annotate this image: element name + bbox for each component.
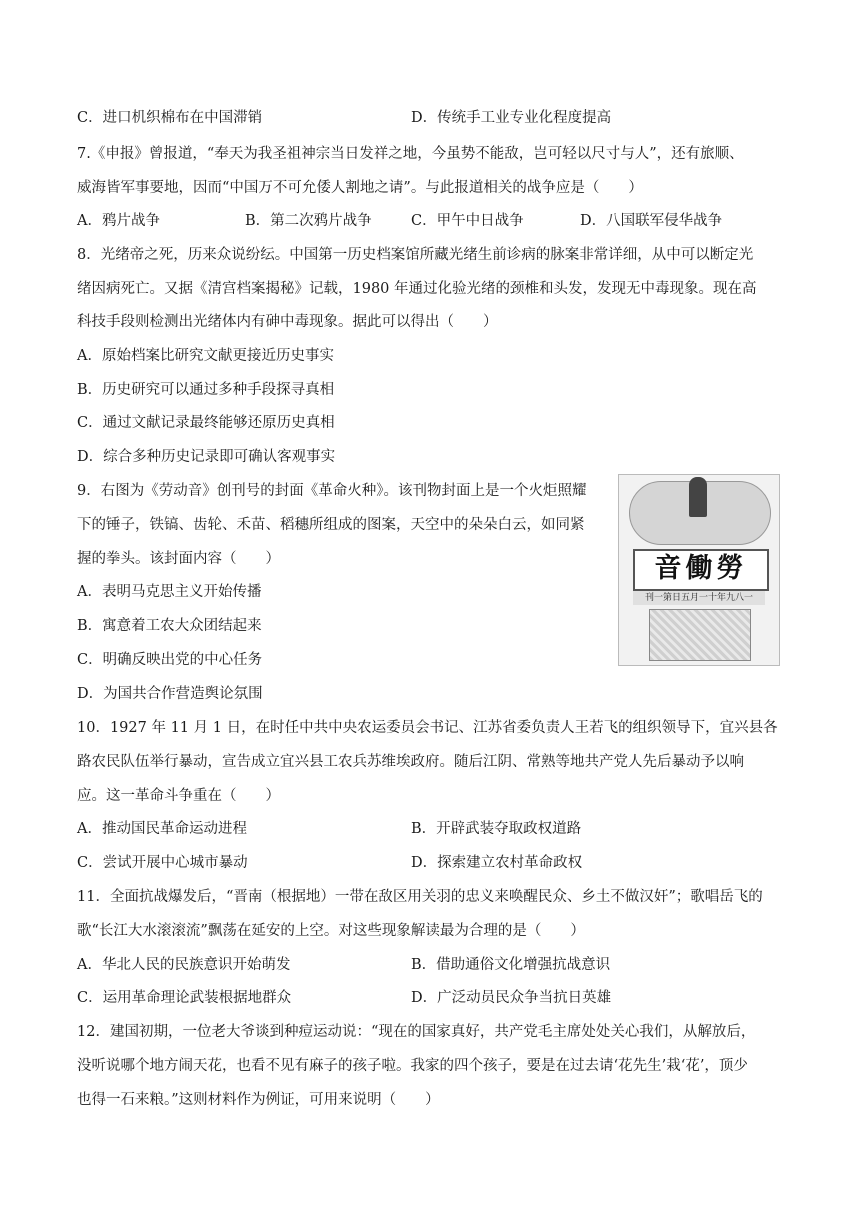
q9-option-a: A．表明马克思主义开始传播 xyxy=(77,584,262,600)
q11-stem-line1: 11．全面抗战爆发后，“晋南（根据地）一带在敌区用关羽的忠义来唤醒民众、乡土不做汉奸”；歌唱岳飞的 xyxy=(77,889,763,905)
q8-stem-line2: 绪因病死亡。又据《清宫档案揭秘》记载，1980 年通过化验光绪的颈椎和头发，发现无中毒现象。现在高 xyxy=(77,281,757,297)
q10-stem-line2: 路农民队伍举行暴动，宣告成立宜兴县工农兵苏维埃政府。随后江阴、常熟等地共产党人先后暴动予以响 xyxy=(77,754,744,770)
torch-icon xyxy=(689,477,707,517)
q7-stem-line2: 威海皆军事要地，因而“中国万不可允倭人割地之请”。与此报道相关的战争应是（ ） xyxy=(77,180,643,196)
q9-stem-line3: 握的拳头。该封面内容（ ） xyxy=(77,551,280,567)
q12-stem-line2: 没听说哪个地方闹天花，也看不见有麻子的孩子啦。我家的四个孩子，要是在过去请‘花先生’栽‘花’，顶少 xyxy=(77,1058,748,1074)
q12-stem-line1: 12．建国初期，一位老大爷谈到种痘运动说：“现在的国家真好，共产党毛主席处处关心我们，从解放后， xyxy=(77,1024,756,1040)
q6-option-d: D．传统手工业专业化程度提高 xyxy=(411,110,612,126)
magazine-cover-image xyxy=(618,474,780,666)
q11-option-b: B．借助通俗文化增强抗战意识 xyxy=(411,957,611,973)
cover-date: 刊一第日五月一十年九八一 xyxy=(633,591,765,605)
q8-option-b: B．历史研究可以通过多种手段探寻真相 xyxy=(77,382,335,398)
q8-stem-line1: 8．光绪帝之死，历来众说纷纭。中国第一历史档案馆所藏光绪生前诊病的脉案非常详细，从中可以断定光 xyxy=(77,247,754,263)
q9-option-d: D．为国共合作营造舆论氛围 xyxy=(77,686,263,702)
q8-stem-line3: 科技手段则检测出光绪体内有砷中毒现象。据此可以得出（ ） xyxy=(77,314,498,330)
q9-option-c: C．明确反映出党的中心任务 xyxy=(77,652,263,668)
q10-option-d: D．探索建立农村革命政权 xyxy=(411,855,583,871)
q10-option-c: C．尝试开展中心城市暴动 xyxy=(77,855,248,871)
q10-stem-line3: 应。这一革命斗争重在（ ） xyxy=(77,788,280,804)
q8-option-a: A．原始档案比研究文献更接近历史事实 xyxy=(77,348,334,364)
q7-option-b: B．第二次鸦片战争 xyxy=(245,213,372,229)
q9-stem-line2: 下的锤子，铁镐、齿轮、禾苗、稻穗所组成的图案，天空中的朵朵白云，如同紧 xyxy=(77,517,585,533)
q11-option-d: D．广泛动员民众争当抗日英雄 xyxy=(411,990,612,1006)
q11-stem-line2: 歌“长江大水滚滚流”飘荡在延安的上空。对这些现象解读最为合理的是（ ） xyxy=(77,923,585,939)
q7-option-d: D．八国联军侵华战争 xyxy=(580,213,723,229)
cover-illustration xyxy=(649,609,751,661)
q6-option-c: C．进口机织棉布在中国滞销 xyxy=(77,110,263,126)
q10-option-b: B．开辟武装夺取政权道路 xyxy=(411,821,582,837)
q8-option-d: D．综合多种历史记录即可确认客观事实 xyxy=(77,449,336,465)
q7-option-a: A．鸦片战争 xyxy=(77,213,160,229)
q10-option-a: A．推动国民革命运动进程 xyxy=(77,821,247,837)
q10-stem-line1: 10．1927 年 11 月 1 日，在时任中共中央农运委员会书记、江苏省委负责人王若飞的组织领导下，宜兴县各 xyxy=(77,720,778,736)
q11-option-c: C．运用革命理论武装根据地群众 xyxy=(77,990,292,1006)
q7-option-c: C．甲午中日战争 xyxy=(411,213,524,229)
q9-option-b: B．寓意着工农大众团结起来 xyxy=(77,618,262,634)
cover-title: 音働勞 xyxy=(633,549,769,591)
q8-option-c: C．通过文献记录最终能够还原历史真相 xyxy=(77,415,335,431)
q7-stem-line1: 7.《申报》曾报道，“奉天为我圣祖神宗当日发祥之地，今虽势不能敌，岂可轻以尺寸与人”，还有旅顺、 xyxy=(77,146,744,162)
q12-stem-line3: 也得一石来粮。”这则材料作为例证，可用来说明（ ） xyxy=(77,1092,440,1108)
q9-stem-line1: 9．右图为《劳动音》创刊号的封面《革命火种》。该刊物封面上是一个火炬照耀 xyxy=(77,483,587,499)
q11-option-a: A．华北人民的民族意识开始萌发 xyxy=(77,957,291,973)
